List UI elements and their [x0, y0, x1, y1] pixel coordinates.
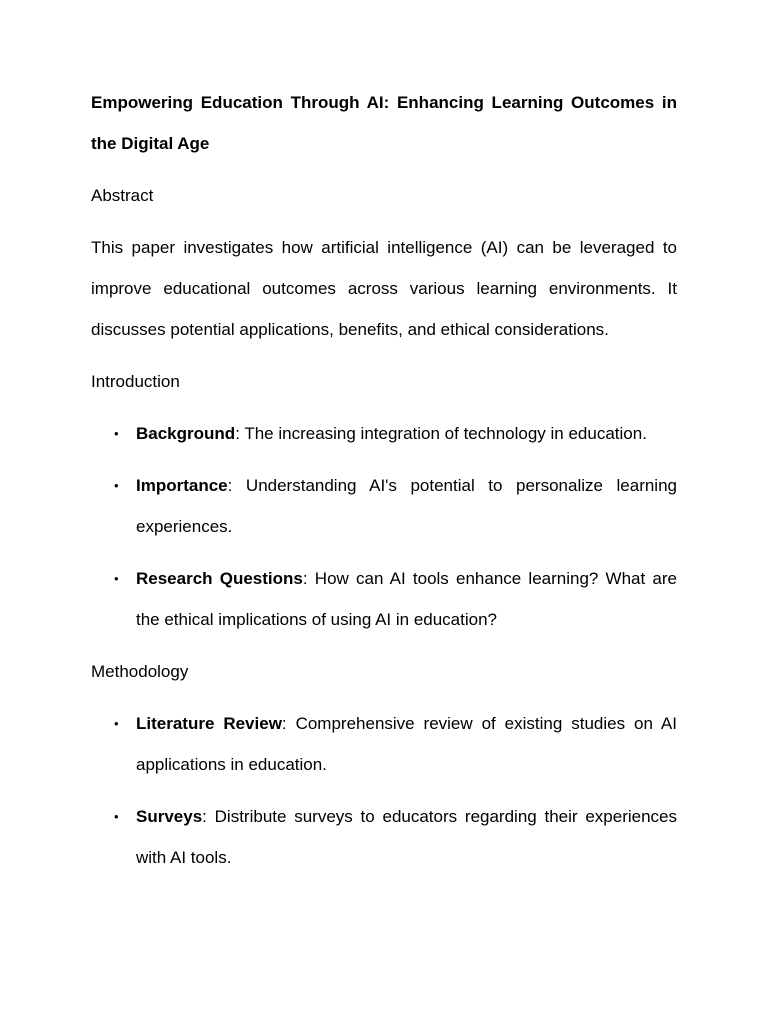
- bullet-text: : Distribute surveys to educators regarding their experiences with AI tools.: [136, 807, 677, 867]
- bullet-term: Background: [136, 424, 236, 443]
- abstract-paragraph: This paper investigates how artificial intelligence (AI) can be leveraged to improve educational outcomes across various learning environments. It discusses potential applications, benefits, and ethical considerations.: [91, 238, 677, 339]
- abstract-heading: Abstract: [91, 186, 154, 205]
- bullet-text: : The increasing integration of technology in education.: [235, 424, 647, 443]
- methodology-list: [91, 703, 677, 878]
- bullet-text: : Comprehensive review of existing studies on AI applications in education.: [136, 714, 677, 774]
- bullet-term: Research Questions: [136, 569, 303, 588]
- bullet-icon: •: [114, 571, 119, 586]
- document-title: Empowering Education Through AI: Enhancing Learning Outcomes in the Digital Age: [91, 93, 677, 153]
- introduction-heading: Introduction: [91, 372, 180, 391]
- bullet-icon: •: [114, 478, 119, 493]
- introduction-list: [91, 413, 677, 640]
- bullet-icon: •: [114, 809, 119, 824]
- list-item-literature-review: [91, 703, 677, 785]
- list-item-importance: [91, 465, 677, 547]
- bullet-icon: •: [114, 716, 119, 731]
- list-item-surveys: [91, 796, 677, 878]
- bullet-text: : Understanding AI's potential to personalize learning experiences.: [136, 476, 677, 536]
- bullet-term: Surveys: [136, 807, 203, 826]
- methodology-heading: Methodology: [91, 662, 189, 681]
- list-item-research-questions: [91, 558, 677, 640]
- bullet-text: : How can AI tools enhance learning? What are the ethical implications of using AI in education?: [136, 569, 677, 629]
- list-item-background: [91, 413, 677, 454]
- bullet-term: Importance: [136, 476, 228, 495]
- bullet-icon: •: [114, 426, 119, 441]
- bullet-term: Literature Review: [136, 714, 282, 733]
